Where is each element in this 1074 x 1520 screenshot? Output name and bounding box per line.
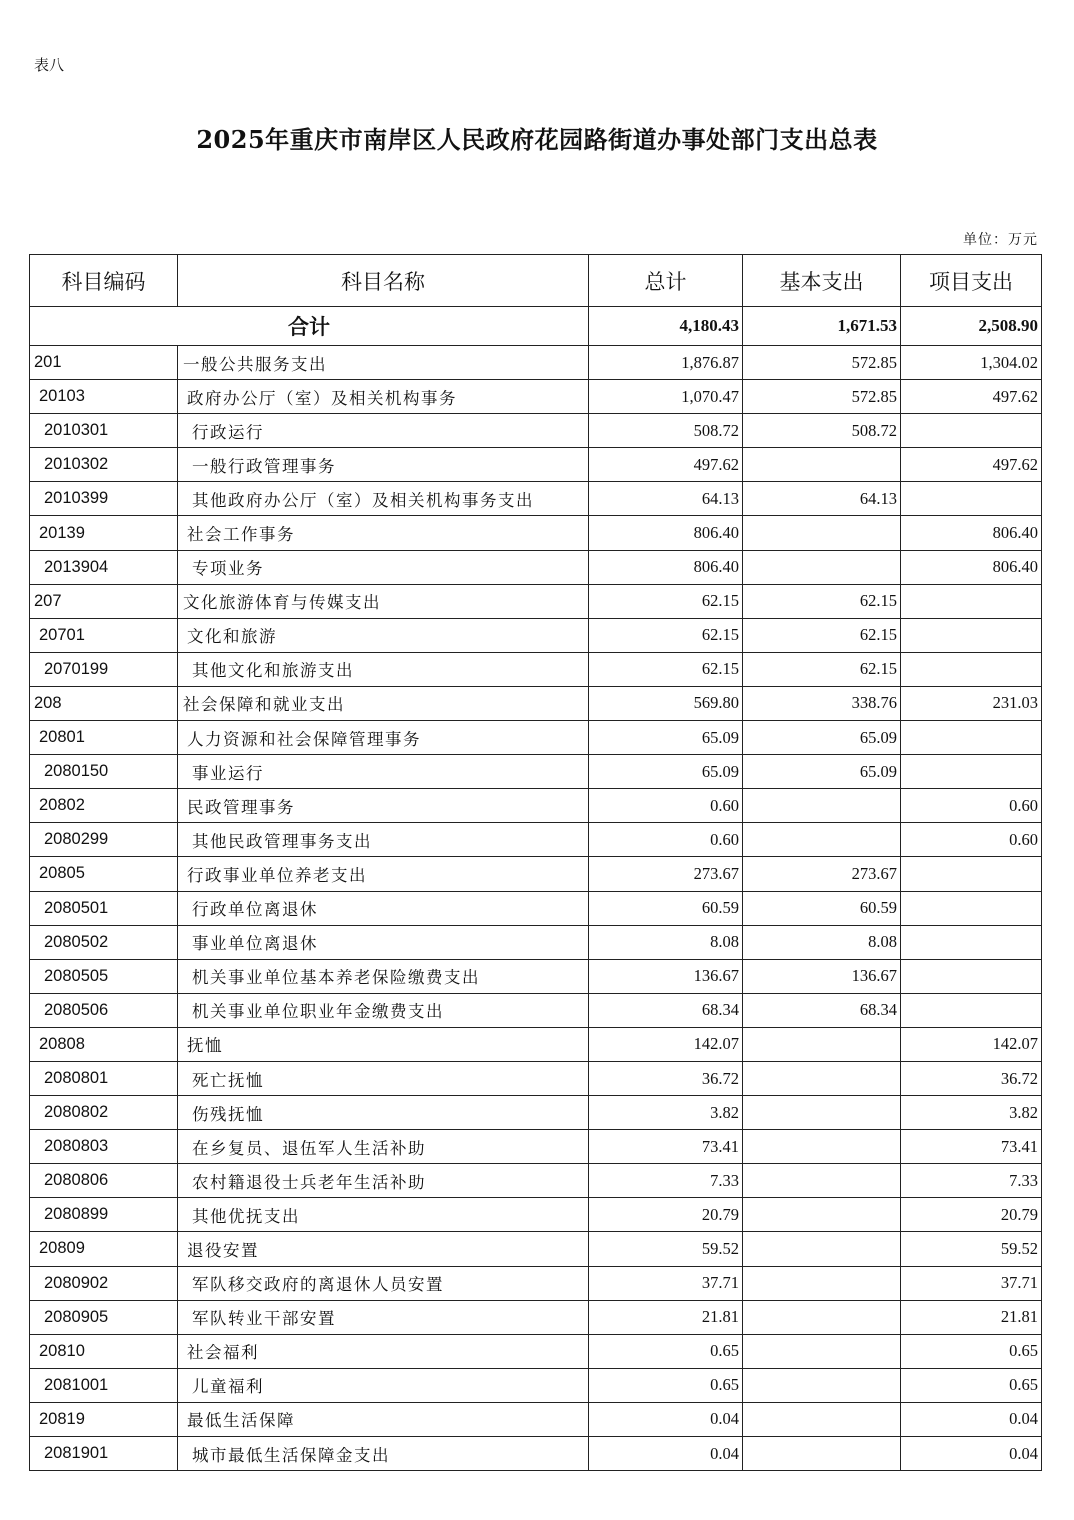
subject-name-cell: 其他优抚支出	[178, 1198, 589, 1232]
subject-code-cell: 2080899	[30, 1198, 178, 1232]
basic-expenditure-cell: 508.72	[743, 414, 901, 448]
table-row	[30, 1266, 1042, 1300]
subject-code-cell: 201	[30, 346, 178, 380]
subject-name-cell: 一般公共服务支出	[178, 346, 589, 380]
total-cell: 65.09	[589, 755, 743, 789]
total-cell: 20.79	[589, 1198, 743, 1232]
basic-expenditure-cell	[743, 550, 901, 584]
basic-expenditure-cell	[743, 1300, 901, 1334]
basic-expenditure-cell: 273.67	[743, 857, 901, 891]
expenditure-table	[29, 254, 1042, 1471]
total-cell: 36.72	[589, 1061, 743, 1095]
subject-name-cell: 政府办公厅（室）及相关机构事务	[178, 380, 589, 414]
project-expenditure-cell	[901, 857, 1042, 891]
total-cell: 142.07	[589, 1027, 743, 1061]
subject-code-cell: 2080505	[30, 959, 178, 993]
subject-name-cell: 其他文化和旅游支出	[178, 652, 589, 686]
project-expenditure-cell	[901, 721, 1042, 755]
project-expenditure-cell: 142.07	[901, 1027, 1042, 1061]
basic-expenditure-cell: 8.08	[743, 925, 901, 959]
table-row	[30, 1300, 1042, 1334]
table-row	[30, 482, 1042, 516]
basic-expenditure-cell	[743, 1402, 901, 1436]
basic-expenditure-cell	[743, 1266, 901, 1300]
total-cell: 1,070.47	[589, 380, 743, 414]
basic-expenditure-cell	[743, 1027, 901, 1061]
table-row	[30, 789, 1042, 823]
table-row	[30, 584, 1042, 618]
total-cell: 21.81	[589, 1300, 743, 1334]
total-label: 合计	[30, 307, 589, 346]
table-row	[30, 448, 1042, 482]
subject-name-cell: 民政管理事务	[178, 789, 589, 823]
subject-code-cell: 20802	[30, 789, 178, 823]
table-number-label: 表八	[34, 56, 65, 74]
subject-code-cell: 2080150	[30, 755, 178, 789]
table-row	[30, 755, 1042, 789]
project-expenditure-cell: 0.65	[901, 1368, 1042, 1402]
total-cell: 0.65	[589, 1334, 743, 1368]
subject-name-cell: 城市最低生活保障金支出	[178, 1437, 589, 1471]
subject-code-cell: 2080501	[30, 891, 178, 925]
subject-code-cell: 2010302	[30, 448, 178, 482]
total-cell: 1,876.87	[589, 346, 743, 380]
total-cell: 273.67	[589, 857, 743, 891]
subject-name-cell: 军队转业干部安置	[178, 1300, 589, 1334]
table-row	[30, 823, 1042, 857]
basic-expenditure-cell: 338.76	[743, 686, 901, 720]
subject-code-cell: 2080801	[30, 1061, 178, 1095]
header-basic-expenditure: 基本支出	[743, 255, 901, 307]
subject-name-cell: 行政运行	[178, 414, 589, 448]
table-row	[30, 1402, 1042, 1436]
table-row	[30, 891, 1042, 925]
project-expenditure-cell	[901, 618, 1042, 652]
project-expenditure-cell: 7.33	[901, 1164, 1042, 1198]
table-row	[30, 1164, 1042, 1198]
subject-code-cell: 2010399	[30, 482, 178, 516]
project-expenditure-cell: 73.41	[901, 1130, 1042, 1164]
subject-code-cell: 20810	[30, 1334, 178, 1368]
table-row	[30, 380, 1042, 414]
table-row	[30, 1334, 1042, 1368]
project-expenditure-cell	[901, 755, 1042, 789]
subject-code-cell: 2080803	[30, 1130, 178, 1164]
basic-expenditure-cell	[743, 1061, 901, 1095]
basic-expenditure-cell	[743, 823, 901, 857]
page-title: 2025年重庆市南岸区人民政府花园路街道办事处部门支出总表	[196, 125, 878, 154]
project-expenditure-cell	[901, 891, 1042, 925]
subject-code-cell: 20103	[30, 380, 178, 414]
project-expenditure-cell: 0.04	[901, 1402, 1042, 1436]
basic-expenditure-cell: 62.15	[743, 652, 901, 686]
total-cell: 59.52	[589, 1232, 743, 1266]
unit-label: 单位：万元	[963, 232, 1038, 248]
total-cell: 0.65	[589, 1368, 743, 1402]
subject-code-cell: 2080502	[30, 925, 178, 959]
table-header-row	[30, 255, 1042, 307]
basic-expenditure-cell	[743, 789, 901, 823]
project-expenditure-cell	[901, 414, 1042, 448]
basic-expenditure-cell: 572.85	[743, 380, 901, 414]
total-cell: 68.34	[589, 993, 743, 1027]
subject-name-cell: 社会保障和就业支出	[178, 686, 589, 720]
total-cell: 806.40	[589, 550, 743, 584]
total-cell: 0.60	[589, 789, 743, 823]
project-expenditure-cell: 497.62	[901, 380, 1042, 414]
subject-code-cell: 2080506	[30, 993, 178, 1027]
subject-name-cell: 其他民政管理事务支出	[178, 823, 589, 857]
table-row	[30, 346, 1042, 380]
total-cell: 497.62	[589, 448, 743, 482]
subject-name-cell: 机关事业单位职业年金缴费支出	[178, 993, 589, 1027]
subject-name-cell: 社会工作事务	[178, 516, 589, 550]
table-row	[30, 1061, 1042, 1095]
subject-name-cell: 死亡抚恤	[178, 1061, 589, 1095]
project-expenditure-cell: 231.03	[901, 686, 1042, 720]
total-cell: 62.15	[589, 618, 743, 652]
basic-expenditure-cell: 62.15	[743, 584, 901, 618]
header-total: 总计	[589, 255, 743, 307]
subject-name-cell: 行政单位离退休	[178, 891, 589, 925]
total-cell: 0.04	[589, 1437, 743, 1471]
header-project-expenditure: 项目支出	[901, 255, 1042, 307]
subject-name-cell: 在乡复员、退伍军人生活补助	[178, 1130, 589, 1164]
basic-expenditure-cell: 60.59	[743, 891, 901, 925]
table-row	[30, 516, 1042, 550]
subject-code-cell: 2010301	[30, 414, 178, 448]
table-row	[30, 1130, 1042, 1164]
table-row	[30, 550, 1042, 584]
project-expenditure-cell: 806.40	[901, 550, 1042, 584]
total-cell: 62.15	[589, 652, 743, 686]
table-row	[30, 652, 1042, 686]
subject-name-cell: 伤残抚恤	[178, 1096, 589, 1130]
subject-code-cell: 2080902	[30, 1266, 178, 1300]
subject-code-cell: 2013904	[30, 550, 178, 584]
total-cell: 7.33	[589, 1164, 743, 1198]
project-expenditure-cell: 806.40	[901, 516, 1042, 550]
total-cell: 136.67	[589, 959, 743, 993]
subject-name-cell: 儿童福利	[178, 1368, 589, 1402]
project-expenditure-cell: 0.60	[901, 823, 1042, 857]
table-row	[30, 959, 1042, 993]
subject-code-cell: 207	[30, 584, 178, 618]
project-expenditure-cell: 3.82	[901, 1096, 1042, 1130]
project-expenditure-cell	[901, 584, 1042, 618]
subject-code-cell: 20801	[30, 721, 178, 755]
total-row	[30, 307, 1042, 346]
project-expenditure-cell: 0.04	[901, 1437, 1042, 1471]
table-row	[30, 1027, 1042, 1061]
subject-name-cell: 最低生活保障	[178, 1402, 589, 1436]
subject-name-cell: 人力资源和社会保障管理事务	[178, 721, 589, 755]
subject-name-cell: 专项业务	[178, 550, 589, 584]
basic-expenditure-cell: 572.85	[743, 346, 901, 380]
subject-code-cell: 208	[30, 686, 178, 720]
basic-expenditure-cell	[743, 1368, 901, 1402]
table-row	[30, 857, 1042, 891]
subject-code-cell: 2081001	[30, 1368, 178, 1402]
table-row	[30, 686, 1042, 720]
total-cell: 0.04	[589, 1402, 743, 1436]
total-cell: 508.72	[589, 414, 743, 448]
subject-code-cell: 2080299	[30, 823, 178, 857]
subject-name-cell: 事业运行	[178, 755, 589, 789]
table-row	[30, 1198, 1042, 1232]
table-row	[30, 925, 1042, 959]
subject-name-cell: 抚恤	[178, 1027, 589, 1061]
table-row	[30, 1232, 1042, 1266]
subject-name-cell: 军队移交政府的离退休人员安置	[178, 1266, 589, 1300]
subject-name-cell: 事业单位离退休	[178, 925, 589, 959]
basic-expenditure-cell: 65.09	[743, 755, 901, 789]
subject-name-cell: 行政事业单位养老支出	[178, 857, 589, 891]
subject-name-cell: 文化旅游体育与传媒支出	[178, 584, 589, 618]
subject-name-cell: 机关事业单位基本养老保险缴费支出	[178, 959, 589, 993]
project-expenditure-cell	[901, 959, 1042, 993]
basic-expenditure-cell	[743, 1164, 901, 1198]
subject-code-cell: 2080806	[30, 1164, 178, 1198]
total-cell: 569.80	[589, 686, 743, 720]
header-subject-code: 科目编码	[30, 255, 178, 307]
project-expenditure-cell	[901, 925, 1042, 959]
project-expenditure-cell: 21.81	[901, 1300, 1042, 1334]
total-cell: 60.59	[589, 891, 743, 925]
basic-expenditure-cell	[743, 516, 901, 550]
total-cell: 3.82	[589, 1096, 743, 1130]
table-row	[30, 414, 1042, 448]
basic-expenditure-cell: 68.34	[743, 993, 901, 1027]
basic-expenditure-cell	[743, 1334, 901, 1368]
subject-code-cell: 2081901	[30, 1437, 178, 1471]
project-expenditure-cell: 497.62	[901, 448, 1042, 482]
total-cell: 64.13	[589, 482, 743, 516]
subject-name-cell: 社会福利	[178, 1334, 589, 1368]
total-cell: 8.08	[589, 925, 743, 959]
subject-code-cell: 20139	[30, 516, 178, 550]
total-project: 2,508.90	[901, 307, 1042, 346]
total-cell: 0.60	[589, 823, 743, 857]
subject-name-cell: 农村籍退役士兵老年生活补助	[178, 1164, 589, 1198]
table-row	[30, 618, 1042, 652]
basic-expenditure-cell	[743, 1437, 901, 1471]
subject-code-cell: 20809	[30, 1232, 178, 1266]
project-expenditure-cell	[901, 993, 1042, 1027]
table-row	[30, 1368, 1042, 1402]
total-cell: 73.41	[589, 1130, 743, 1164]
subject-name-cell: 退役安置	[178, 1232, 589, 1266]
subject-code-cell: 20808	[30, 1027, 178, 1061]
project-expenditure-cell: 0.65	[901, 1334, 1042, 1368]
project-expenditure-cell	[901, 652, 1042, 686]
header-subject-name: 科目名称	[178, 255, 589, 307]
total-sum: 4,180.43	[589, 307, 743, 346]
subject-code-cell: 20701	[30, 618, 178, 652]
subject-code-cell: 2080802	[30, 1096, 178, 1130]
project-expenditure-cell	[901, 482, 1042, 516]
project-expenditure-cell: 36.72	[901, 1061, 1042, 1095]
basic-expenditure-cell: 64.13	[743, 482, 901, 516]
project-expenditure-cell: 0.60	[901, 789, 1042, 823]
subject-code-cell: 2070199	[30, 652, 178, 686]
basic-expenditure-cell: 136.67	[743, 959, 901, 993]
table-row	[30, 993, 1042, 1027]
total-cell: 37.71	[589, 1266, 743, 1300]
basic-expenditure-cell: 62.15	[743, 618, 901, 652]
total-cell: 806.40	[589, 516, 743, 550]
subject-name-cell: 其他政府办公厅（室）及相关机构事务支出	[178, 482, 589, 516]
basic-expenditure-cell: 65.09	[743, 721, 901, 755]
basic-expenditure-cell	[743, 1130, 901, 1164]
total-cell: 62.15	[589, 584, 743, 618]
project-expenditure-cell: 1,304.02	[901, 346, 1042, 380]
project-expenditure-cell: 59.52	[901, 1232, 1042, 1266]
basic-expenditure-cell	[743, 448, 901, 482]
basic-expenditure-cell	[743, 1232, 901, 1266]
subject-code-cell: 2080905	[30, 1300, 178, 1334]
table-row	[30, 1096, 1042, 1130]
table-row	[30, 721, 1042, 755]
project-expenditure-cell: 37.71	[901, 1266, 1042, 1300]
subject-name-cell: 一般行政管理事务	[178, 448, 589, 482]
subject-code-cell: 20819	[30, 1402, 178, 1436]
total-basic: 1,671.53	[743, 307, 901, 346]
project-expenditure-cell: 20.79	[901, 1198, 1042, 1232]
basic-expenditure-cell	[743, 1198, 901, 1232]
subject-name-cell: 文化和旅游	[178, 618, 589, 652]
basic-expenditure-cell	[743, 1096, 901, 1130]
total-cell: 65.09	[589, 721, 743, 755]
subject-code-cell: 20805	[30, 857, 178, 891]
table-row	[30, 1437, 1042, 1471]
